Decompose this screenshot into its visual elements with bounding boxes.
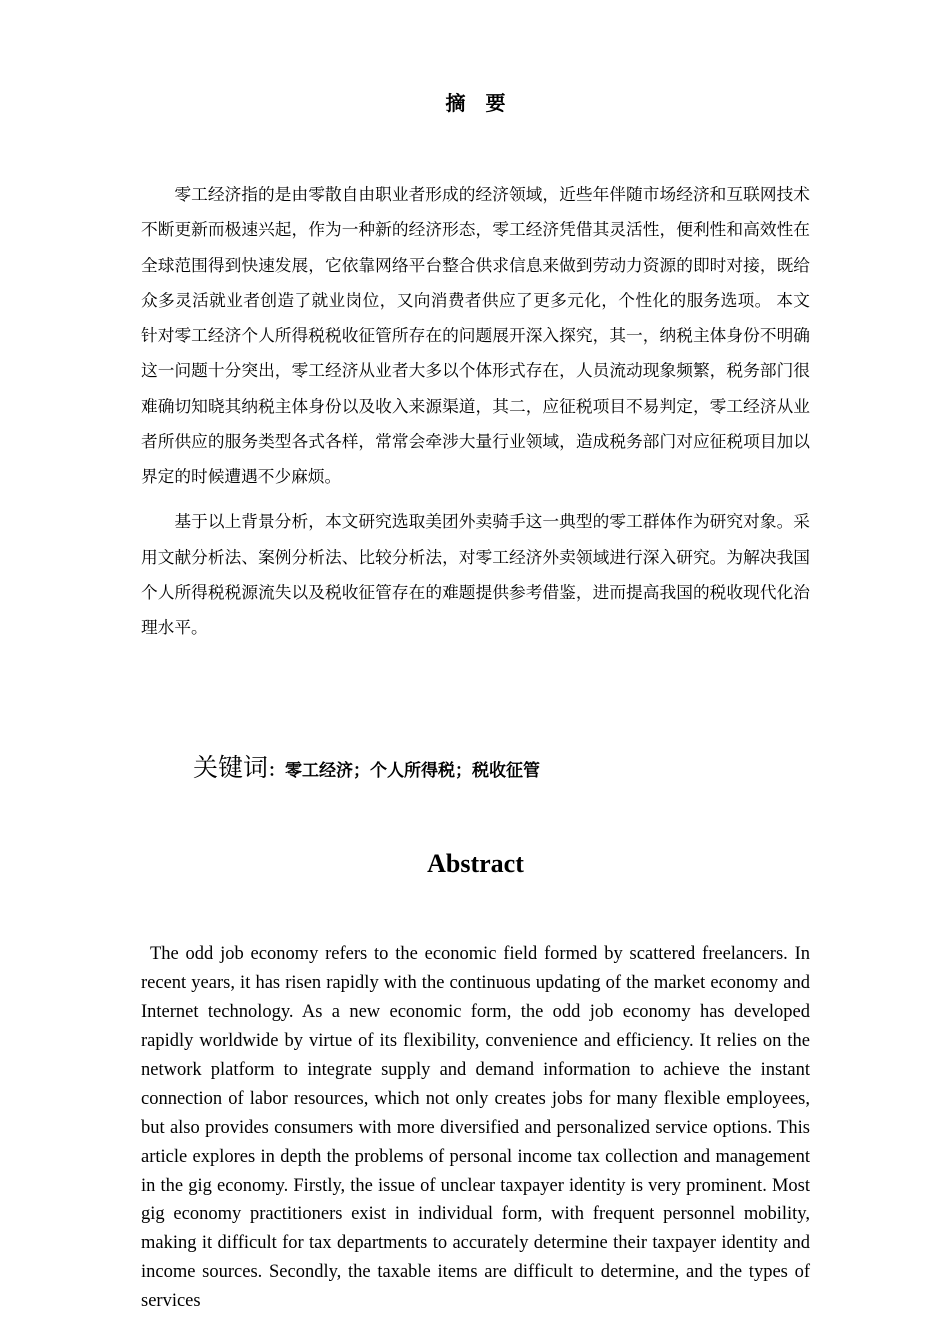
english-paragraph: The odd job economy refers to the economic field formed by scattered freelancers. In recent years, it has risen rapidly with the continuous updating of the market economy and Internet technology. As a new economic form, the odd job economy has developed rapidly worldwide by virtue of its flexibility, convenience and efficiency. It relies on the network platform to integrate supply and demand information to achieve the instant connection of labor resources, which not only creates jobs for many flexible employees, but also provides consumers with more diversified and personalized service options. This article explores in depth the problems of personal income tax collection and management in the gig economy. Firstly, the issue of unclear taxpayer identity is very prominent. Most gig economy practitioners exist in individual form, with frequent personnel mobility, making it difficult for tax departments to accurately determine their taxpayer identity and income sources. Secondly, the taxable items are difficult to determine, and the types of services <box>141 944 810 1312</box>
chinese-paragraph-2: 基于以上背景分析，本文研究选取美团外卖骑手这一典型的零工群体作为研究对象。采用文献分析法、案例分析法、比较分析法，对零工经济外卖领域进行深入研究。为解决我国个人所得税税源流失以及税收征管存在的难题提供参考借鉴，进而提高我国的税收现代化治理水平。 <box>141 512 810 637</box>
chinese-abstract-title: 摘 要 <box>445 93 506 115</box>
keywords-line <box>193 753 810 787</box>
keywords-label: 关键词 <box>193 754 269 783</box>
keywords-separator: ： <box>268 761 286 781</box>
keywords-text: 零工经济；个人所得税；税收征管 <box>285 761 541 781</box>
chinese-paragraph-1: 零工经济指的是由零散自由职业者形成的经济领域，近些年伴随市场经济和互联网技术不断更新而极速兴起，作为一种新的经济形态，零工经济凭借其灵活性，便利性和高效性在全球范围得到快速发展，它依靠网络平台整合供求信息来做到劳动力资源的即时对接，既给众多灵活就业者创造了就业岗位，又向消费者供应了更多元化，个性化的服务选项。 本文针对零工经济个人所得税税收征管所存在的问题展开深入探究，其一，纳税主体身份不明确这一问题十分突出，零工经济从业者大多以个体形式存在，人员流动现象频繁，税务部门很难确切知晓其纳税主体身份以及收入来源渠道，其二，应征税项目不易判定，零工经济从业者所供应的服务类型各式各样，常常会牵涉大量行业领域，造成税务部门对应征税项目加以界定的时候遭遇不少麻烦。 <box>141 185 810 486</box>
english-abstract-heading: Abstract <box>427 849 524 879</box>
